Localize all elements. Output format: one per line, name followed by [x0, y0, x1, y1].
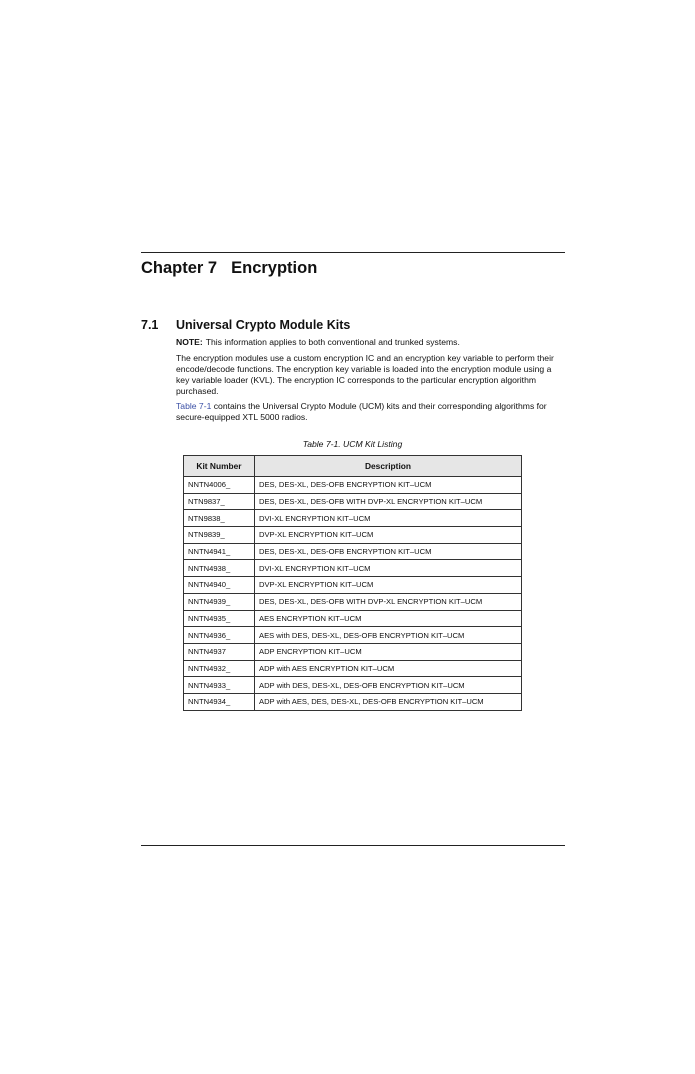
description-cell: DES, DES-XL, DES-OFB ENCRYPTION KIT–UCM — [255, 543, 522, 560]
chapter-number: Chapter 7 — [141, 259, 218, 277]
bottom-rule — [141, 845, 565, 846]
table-row — [184, 643, 522, 660]
table-row — [184, 510, 522, 527]
paragraph-encryption-modules: The encryption modules use a custom encryption IC and an encryption key variable to perform their encode/decode functions. The encryption key variable is loaded into the encryption module using a key variable loader (KVL). The encryption IC corresponds to the particular encryption algorithm purchased. — [176, 353, 554, 396]
table-caption: Table 7-1. UCM Kit Listing — [302, 439, 403, 449]
table-row — [184, 477, 522, 494]
note — [176, 337, 566, 348]
table-reference-link[interactable]: Table 7-1 — [176, 401, 212, 411]
description-cell: AES with DES, DES-XL, DES-OFB ENCRYPTION KIT–UCM — [255, 627, 522, 644]
kit-number-cell: NTN9837_ — [184, 493, 255, 510]
description-cell: ADP with AES ENCRYPTION KIT–UCM — [255, 660, 522, 677]
table-row — [184, 577, 522, 594]
section-number: 7.1 — [141, 318, 159, 332]
description-cell: DES, DES-XL, DES-OFB WITH DVP-XL ENCRYPTION KIT–UCM — [255, 493, 522, 510]
table-reference-text: contains the Universal Crypto Module (UCM) kits and their corresponding algorithms for secure-equipped XTL 5000 radios. — [176, 401, 547, 422]
kit-number-cell: NNTN4935_ — [184, 610, 255, 627]
table-row — [184, 493, 522, 510]
description-cell: DVP-XL ENCRYPTION KIT–UCM — [255, 577, 522, 594]
table-row — [184, 610, 522, 627]
note-label: NOTE: — [176, 337, 203, 347]
table-row — [184, 627, 522, 644]
table-row — [184, 543, 522, 560]
paragraph-table-reference — [176, 401, 566, 423]
description-cell: ADP with DES, DES-XL, DES-OFB ENCRYPTION KIT–UCM — [255, 677, 522, 694]
note-text: This information applies to both conventional and trunked systems. — [205, 337, 460, 347]
description-cell: DES, DES-XL, DES-OFB WITH DVP-XL ENCRYPTION KIT–UCM — [255, 593, 522, 610]
kit-number-cell: NTN9839_ — [184, 527, 255, 544]
kit-number-cell: NTN9838_ — [184, 510, 255, 527]
kit-number-cell: NNTN4006_ — [184, 477, 255, 494]
kit-number-cell: NNTN4941_ — [184, 543, 255, 560]
kit-number-cell: NNTN4938_ — [184, 560, 255, 577]
chapter-heading — [141, 259, 317, 278]
kit-number-cell: NNTN4937 — [184, 643, 255, 660]
chapter-title: Encryption — [231, 259, 318, 277]
section-title: Universal Crypto Module Kits — [176, 318, 351, 332]
table-row — [184, 560, 522, 577]
table-row — [184, 677, 522, 694]
description-cell: ADP ENCRYPTION KIT–UCM — [255, 643, 522, 660]
kit-number-cell: NNTN4933_ — [184, 677, 255, 694]
table-row — [184, 660, 522, 677]
description-cell: DES, DES-XL, DES-OFB ENCRYPTION KIT–UCM — [255, 477, 522, 494]
table-row — [184, 693, 522, 710]
table-row — [184, 593, 522, 610]
description-cell: DVI-XL ENCRYPTION KIT–UCM — [255, 560, 522, 577]
kit-number-cell: NNTN4932_ — [184, 660, 255, 677]
ucm-kit-table — [183, 455, 522, 711]
kit-number-cell: NNTN4936_ — [184, 627, 255, 644]
description-cell: DVP-XL ENCRYPTION KIT–UCM — [255, 527, 522, 544]
header-description: Description — [255, 456, 522, 477]
kit-number-cell: NNTN4940_ — [184, 577, 255, 594]
description-cell: DVI-XL ENCRYPTION KIT–UCM — [255, 510, 522, 527]
kit-number-cell: NNTN4934_ — [184, 693, 255, 710]
description-cell: ADP with AES, DES, DES-XL, DES-OFB ENCRYPTION KIT–UCM — [255, 693, 522, 710]
description-cell: AES ENCRYPTION KIT–UCM — [255, 610, 522, 627]
kit-number-cell: NNTN4939_ — [184, 593, 255, 610]
table-row — [184, 527, 522, 544]
header-kit-number: Kit Number — [184, 456, 255, 477]
section-heading — [141, 318, 350, 332]
table-header-row — [184, 456, 522, 477]
top-rule — [141, 252, 565, 253]
